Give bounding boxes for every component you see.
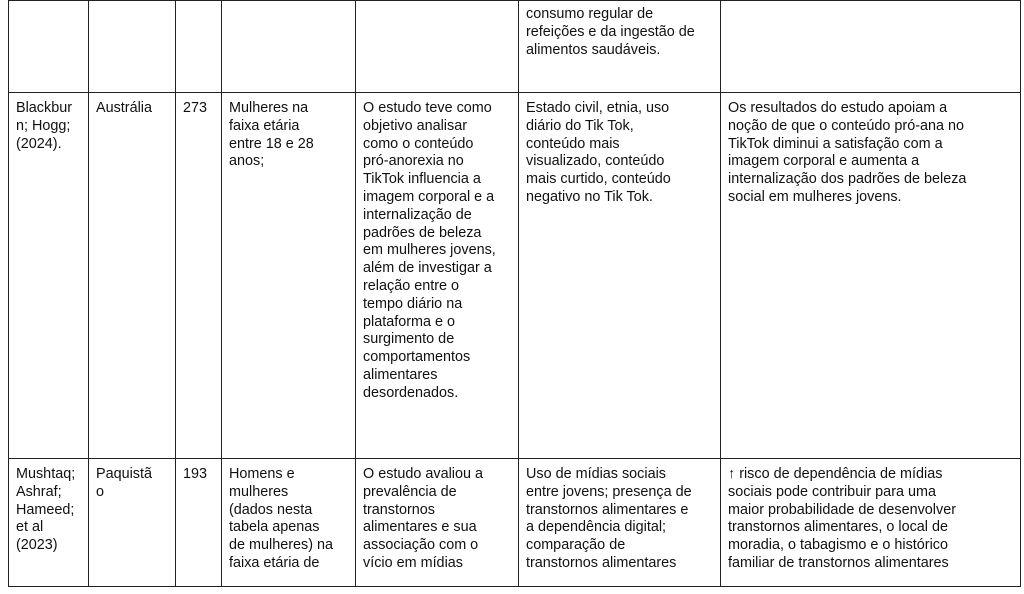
n-text: 193 <box>183 466 208 482</box>
variables-text: Estado civil, etnia, uso diário do Tik Tok, conteúdo mais visualizado, conteúdo mais curtido, conteúdo negativo no Tik Tok. <box>526 100 671 205</box>
cell-n <box>176 93 222 459</box>
sample-text: Homens e mulheres (dados nesta tabela apenas de mulheres) na faixa etária de <box>229 466 333 571</box>
variables-text: Uso de mídias sociais entre jovens; presença de transtornos alimentares e a dependência digital; comparação de transtornos alimentares <box>526 466 692 571</box>
cell-country <box>89 93 176 459</box>
country-text: Paquistã o <box>96 466 153 500</box>
sample-text: Mulheres na faixa etária entre 18 e 28 anos; <box>229 100 314 170</box>
objective-text: O estudo avaliou a prevalência de transtornos alimentares e sua associação com o vício em mídias <box>363 466 484 571</box>
variables-text: consumo regular de refeições e da ingestão de alimentos saudáveis. <box>526 6 695 58</box>
author-text: Mushtaq; Ashraf; Hameed; et al (2023) <box>16 466 76 554</box>
cell-variables <box>519 1 721 93</box>
cell-n <box>176 459 222 587</box>
cell-sample <box>222 459 356 587</box>
cell-objective <box>356 93 519 459</box>
cell-country <box>89 459 176 587</box>
cell-sample <box>222 1 356 93</box>
cell-variables <box>519 459 721 587</box>
cell-country <box>89 1 176 93</box>
cell-objective <box>356 1 519 93</box>
cell-results <box>721 1 1021 93</box>
cell-n <box>176 1 222 93</box>
cell-author <box>9 93 89 459</box>
cell-results <box>721 459 1021 587</box>
cell-results <box>721 93 1021 459</box>
cell-author <box>9 1 89 93</box>
n-text: 273 <box>183 100 208 116</box>
results-text: Os resultados do estudo apoiam a noção de que o conteúdo pró-ana no TikTok diminui a satisfação com a imagem corporal e aumenta a internalização dos padrões de beleza social em mulheres jovens. <box>728 100 967 205</box>
cell-sample <box>222 93 356 459</box>
cell-variables <box>519 93 721 459</box>
table-row <box>9 93 1021 459</box>
table-row <box>9 1 1021 93</box>
cell-author <box>9 459 89 587</box>
country-text: Austrália <box>96 100 152 116</box>
cell-objective <box>356 459 519 587</box>
studies-table <box>8 0 1021 587</box>
results-text: ↑ risco de dependência de mídias sociais pode contribuir para uma maior probabilidade de desenvolver transtornos alimentares, o local de moradia, o tabagismo e o histórico familiar de transtornos alimentares <box>728 466 956 571</box>
objective-text: O estudo teve como objetivo analisar como o conteúdo pró-anorexia no TikTok influencia a imagem corporal e a internalização de padrões de beleza em mulheres jovens, além de investigar a relação entre o tempo diário na plataforma e o surgimento de comportamentos alimentares desordenados. <box>363 100 496 401</box>
author-text: Blackbur n; Hogg; (2024). <box>16 100 72 152</box>
table-row <box>9 459 1021 587</box>
